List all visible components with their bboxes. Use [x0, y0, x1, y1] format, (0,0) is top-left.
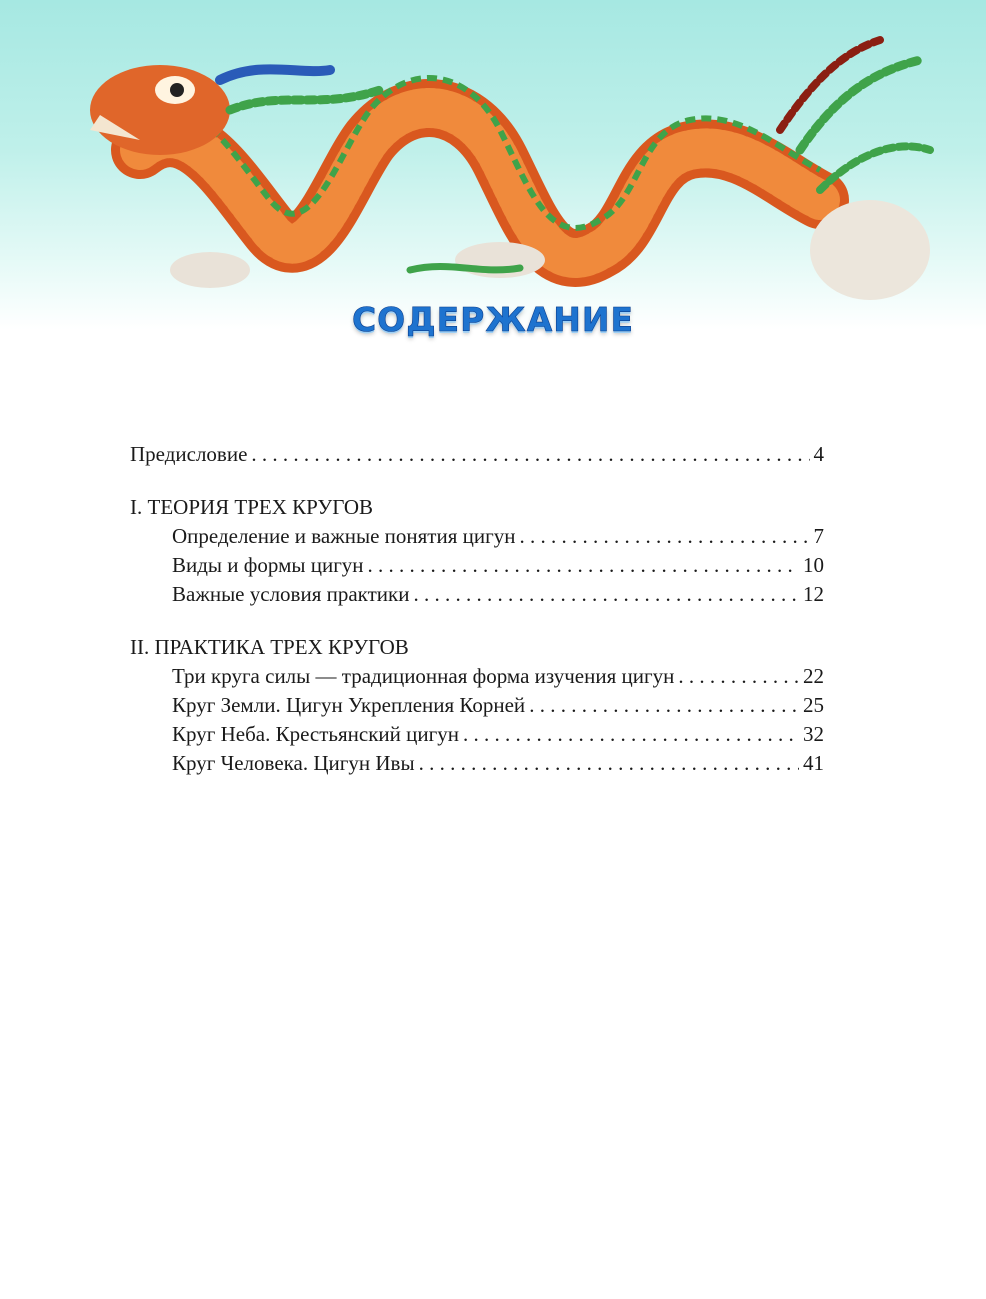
section-title-part1: I. ТЕОРИЯ ТРЕХ КРУГОВ — [130, 495, 373, 519]
section-title-part2: II. ПРАКТИКА ТРЕХ КРУГОВ — [130, 635, 409, 659]
toc-entry[interactable] — [130, 662, 824, 691]
toc-entry[interactable] — [130, 691, 824, 720]
toc-entry[interactable] — [130, 720, 824, 749]
toc-entry-label: Круг Неба. Крестьянский цигун — [172, 722, 459, 746]
toc-entry-label: Определение и важные понятия цигун — [172, 524, 516, 548]
dot-leader — [463, 720, 799, 749]
toc-entry[interactable] — [130, 580, 824, 609]
dot-leader — [251, 440, 809, 469]
toc-entry-label: Виды и формы цигун — [172, 553, 364, 577]
toc-page-number: 10 — [803, 553, 824, 577]
toc-page-number: 41 — [803, 751, 824, 775]
toc-entry[interactable] — [130, 522, 824, 551]
toc-entry-label: Круг Земли. Цигун Укрепления Корней — [172, 693, 526, 717]
toc-page-number: 7 — [813, 524, 824, 548]
dot-leader — [368, 551, 799, 580]
toc-page-number: 25 — [803, 693, 824, 717]
dot-leader — [413, 580, 799, 609]
dot-leader — [678, 662, 799, 691]
table-of-contents — [130, 440, 824, 778]
dot-leader — [519, 522, 809, 551]
toc-entry-label: Три круга силы — традиционная форма изучения цигун — [172, 664, 675, 688]
page-title: СОДЕРЖАНИЕ — [351, 300, 635, 339]
header-banner — [0, 0, 986, 330]
toc-entry[interactable] — [130, 551, 824, 580]
toc-entry-label: Круг Человека. Цигун Ивы — [172, 751, 415, 775]
dot-leader — [529, 691, 799, 720]
dragon-illustration — [80, 30, 940, 330]
toc-page-number: 4 — [813, 442, 824, 466]
toc-entry-preface[interactable] — [130, 440, 824, 469]
toc-page-number: 32 — [803, 722, 824, 746]
toc-page-number: 22 — [803, 664, 824, 688]
toc-page-number: 12 — [803, 582, 824, 606]
toc-entry[interactable] — [130, 749, 824, 778]
toc-entry-label: Важные условия практики — [172, 582, 410, 606]
toc-entry-label: Предисловие — [130, 442, 248, 466]
dot-leader — [419, 749, 799, 778]
